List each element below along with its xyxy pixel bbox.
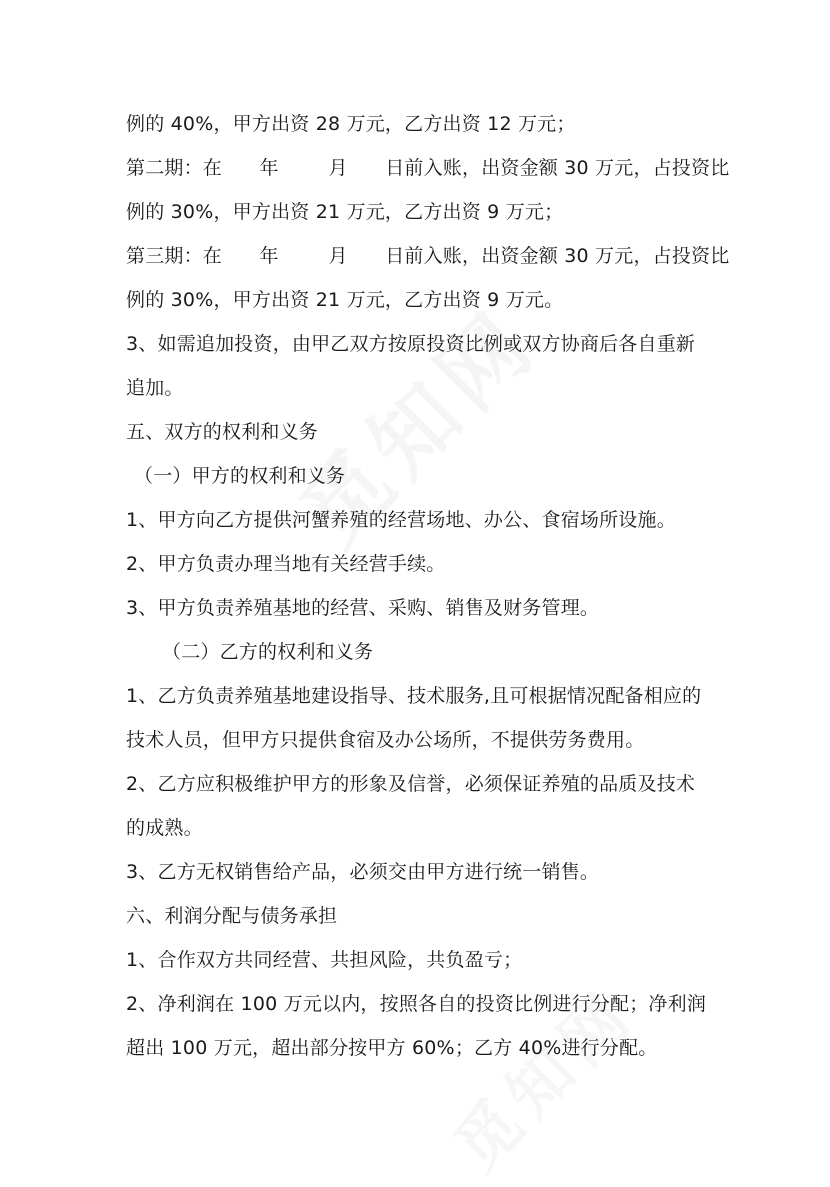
text-line: 第三期：在 年 月 日前入账，出资金额 30 万元，占投资比 xyxy=(126,245,730,267)
text-line: 3、乙方无权销售给产品，必须交由甲方进行统一销售。 xyxy=(126,861,600,883)
text-line: 2、乙方应积极维护甲方的形象及信誉，必须保证养殖的品质及技术 xyxy=(126,773,696,795)
text-line: 的成熟。 xyxy=(126,817,203,839)
text-line: 3、甲方负责养殖基地的经营、采购、销售及财务管理。 xyxy=(126,597,600,619)
text-line: 1、甲方向乙方提供河蟹养殖的经营场地、办公、食宿场所设施。 xyxy=(126,509,676,531)
section-heading: 五、双方的权利和义务 xyxy=(126,421,319,443)
text-line: 1、乙方负责养殖基地建设指导、技术服务,且可根据情况配备相应的 xyxy=(126,685,702,707)
text-line: 2、甲方负责办理当地有关经营手续。 xyxy=(126,553,446,575)
text-line: 2、净利润在 100 万元以内，按照各自的投资比例进行分配；净利润 xyxy=(126,993,707,1015)
subsection-heading: （二）乙方的权利和义务 xyxy=(162,641,374,663)
text-line: 追加。 xyxy=(126,377,184,399)
text-line: 第二期：在 年 月 日前入账，出资金额 30 万元，占投资比 xyxy=(126,157,730,179)
subsection-heading: （一）甲方的权利和义务 xyxy=(134,465,346,487)
text-line: 例的 30%，甲方出资 21 万元，乙方出资 9 万元。 xyxy=(126,289,564,311)
text-line: 1、合作双方共同经营、共担风险，共负盈亏； xyxy=(126,949,523,971)
text-line: 技术人员，但甲方只提供食宿及办公场所，不提供劳务费用。 xyxy=(126,729,645,751)
text-line: 超出 100 万元，超出部分按甲方 60%；乙方 40%进行分配。 xyxy=(126,1037,658,1059)
text-line: 例的 30%，甲方出资 21 万元，乙方出资 9 万元； xyxy=(126,201,564,223)
section-heading: 六、利润分配与债务承担 xyxy=(126,905,338,927)
text-line: 3、如需追加投资，由甲乙双方按原投资比例或双方协商后各自重新 xyxy=(126,333,696,355)
text-line: 例的 40%，甲方出资 28 万元，乙方出资 12 万元； xyxy=(126,113,576,135)
